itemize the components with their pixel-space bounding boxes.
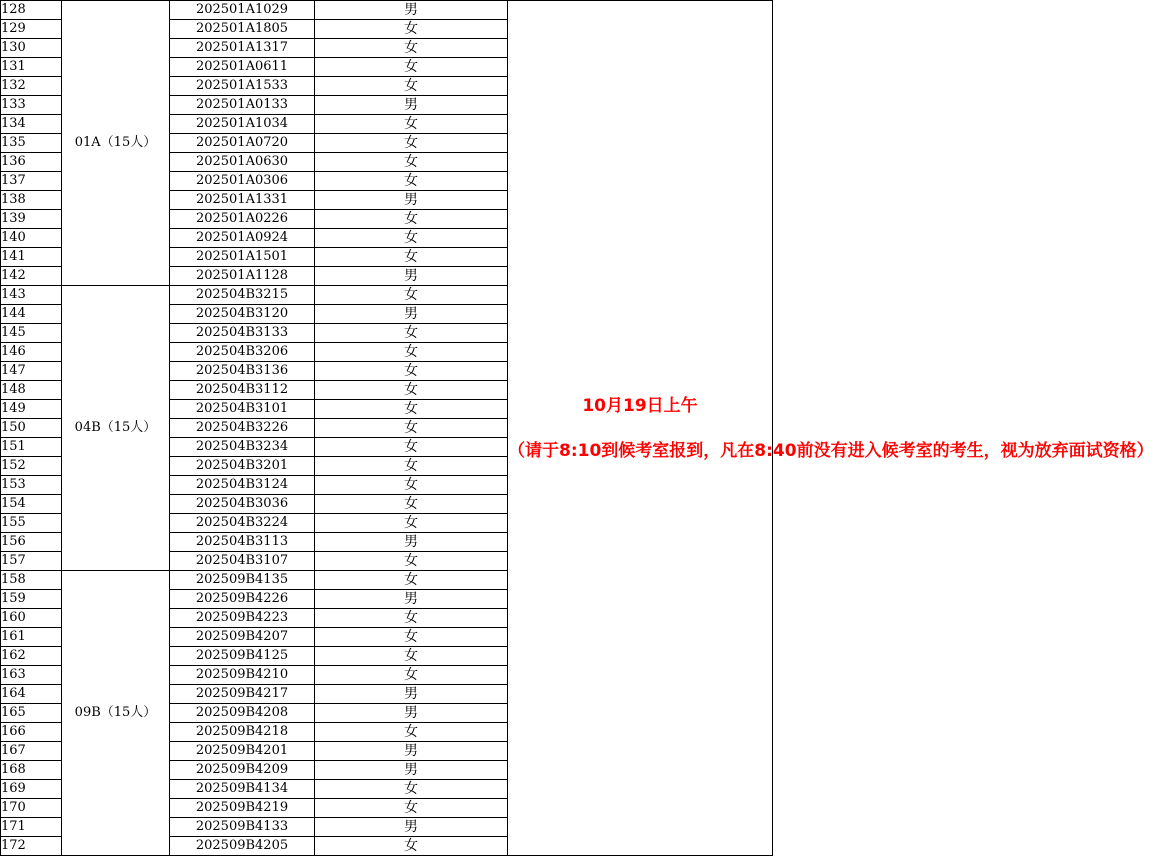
- candidate-id: 202501A0611: [170, 58, 315, 77]
- candidate-gender: 女: [315, 343, 508, 362]
- candidate-gender: 女: [315, 666, 508, 685]
- candidate-id: 202501A0630: [170, 153, 315, 172]
- row-number: 151: [1, 438, 62, 457]
- row-number: 141: [1, 248, 62, 267]
- candidate-id: 202504B3133: [170, 324, 315, 343]
- candidate-id: 202509B4209: [170, 761, 315, 780]
- candidate-gender: 女: [315, 362, 508, 381]
- candidate-id: 202501A1533: [170, 77, 315, 96]
- candidate-gender: 男: [315, 685, 508, 704]
- candidate-id: 202509B4134: [170, 780, 315, 799]
- row-number: 172: [1, 837, 62, 856]
- row-number: 131: [1, 58, 62, 77]
- candidate-id: 202501A1034: [170, 115, 315, 134]
- row-number: 158: [1, 571, 62, 590]
- candidate-gender: 女: [315, 153, 508, 172]
- candidate-id: 202504B3234: [170, 438, 315, 457]
- row-number: 134: [1, 115, 62, 134]
- candidate-gender: 男: [315, 1, 508, 20]
- candidate-id: 202504B3101: [170, 400, 315, 419]
- candidate-id: 202501A1029: [170, 1, 315, 20]
- row-number: 132: [1, 77, 62, 96]
- candidate-gender: 男: [315, 590, 508, 609]
- candidate-gender: 女: [315, 837, 508, 856]
- candidate-gender: 女: [315, 172, 508, 191]
- row-number: 162: [1, 647, 62, 666]
- candidate-id: 202504B3136: [170, 362, 315, 381]
- candidate-id: 202509B4205: [170, 837, 315, 856]
- row-number: 171: [1, 818, 62, 837]
- candidate-id: 202509B4219: [170, 799, 315, 818]
- candidate-gender: 女: [315, 134, 508, 153]
- candidate-id: 202509B4201: [170, 742, 315, 761]
- candidate-id: 202509B4207: [170, 628, 315, 647]
- candidate-id: 202504B3036: [170, 495, 315, 514]
- candidate-gender: 女: [315, 628, 508, 647]
- schedule-note: [508, 1, 1154, 856]
- row-number: 145: [1, 324, 62, 343]
- candidate-gender: 女: [315, 58, 508, 77]
- candidate-id: 202504B3112: [170, 381, 315, 400]
- row-number: 140: [1, 229, 62, 248]
- row-number: 150: [1, 419, 62, 438]
- candidate-id: 202509B4223: [170, 609, 315, 628]
- candidate-id: 202501A0924: [170, 229, 315, 248]
- row-number: 144: [1, 305, 62, 324]
- candidate-gender: 女: [315, 457, 508, 476]
- row-number: 130: [1, 39, 62, 58]
- candidate-gender: 女: [315, 210, 508, 229]
- row-number: 168: [1, 761, 62, 780]
- candidate-id: 202504B3224: [170, 514, 315, 533]
- candidate-gender: 女: [315, 324, 508, 343]
- row-number: 147: [1, 362, 62, 381]
- candidate-gender: 男: [315, 96, 508, 115]
- row-number: 170: [1, 799, 62, 818]
- candidate-id: 202509B4210: [170, 666, 315, 685]
- candidate-gender: 女: [315, 381, 508, 400]
- row-number: 138: [1, 191, 62, 210]
- candidate-gender: 女: [315, 495, 508, 514]
- candidate-gender: 女: [315, 609, 508, 628]
- row-number: 149: [1, 400, 62, 419]
- row-number: 143: [1, 286, 62, 305]
- schedule-instructions: （请于8:10到候考室报到，凡在8:40前没有进入候考室的考生，视为放弃面试资格）: [508, 440, 1154, 461]
- candidate-id: 202509B4226: [170, 590, 315, 609]
- candidate-gender: 男: [315, 742, 508, 761]
- row-number: 169: [1, 780, 62, 799]
- row-number: 128: [1, 1, 62, 20]
- candidate-id: 202504B3226: [170, 419, 315, 438]
- candidate-id: 202501A1501: [170, 248, 315, 267]
- row-number: 163: [1, 666, 62, 685]
- candidate-gender: 女: [315, 77, 508, 96]
- candidate-id: 202504B3201: [170, 457, 315, 476]
- row-number: 157: [1, 552, 62, 571]
- candidate-id: 202509B4208: [170, 704, 315, 723]
- table-row: [1, 1, 773, 20]
- candidate-id: 202501A0720: [170, 134, 315, 153]
- candidate-gender: 女: [315, 286, 508, 305]
- candidate-gender: 女: [315, 20, 508, 39]
- row-number: 133: [1, 96, 62, 115]
- group-label: 04B（15人）: [62, 286, 170, 571]
- candidate-id: 202501A0226: [170, 210, 315, 229]
- row-number: 155: [1, 514, 62, 533]
- row-number: 148: [1, 381, 62, 400]
- row-number: 159: [1, 590, 62, 609]
- row-number: 154: [1, 495, 62, 514]
- group-label: 01A（15人）: [62, 1, 170, 286]
- candidate-gender: 女: [315, 438, 508, 457]
- candidate-gender: 女: [315, 723, 508, 742]
- candidate-table-body: [1, 1, 1154, 856]
- row-number: 135: [1, 134, 62, 153]
- candidate-id: 202509B4135: [170, 571, 315, 590]
- candidate-id: 202501A1317: [170, 39, 315, 58]
- row-number: 156: [1, 533, 62, 552]
- candidate-gender: 女: [315, 647, 508, 666]
- candidate-gender: 男: [315, 533, 508, 552]
- candidate-gender: 女: [315, 248, 508, 267]
- candidate-id: 202504B3120: [170, 305, 315, 324]
- candidate-gender: 女: [315, 400, 508, 419]
- row-number: 164: [1, 685, 62, 704]
- candidate-id: 202501A1805: [170, 20, 315, 39]
- candidate-id: 202509B4218: [170, 723, 315, 742]
- candidate-id: 202501A1128: [170, 267, 315, 286]
- candidate-id: 202501A0133: [170, 96, 315, 115]
- candidate-id: 202509B4133: [170, 818, 315, 837]
- candidate-id: 202501A0306: [170, 172, 315, 191]
- row-number: 129: [1, 20, 62, 39]
- candidate-id: 202509B4125: [170, 647, 315, 666]
- candidate-gender: 女: [315, 476, 508, 495]
- row-number: 136: [1, 153, 62, 172]
- candidate-id: 202504B3124: [170, 476, 315, 495]
- candidate-gender: 男: [315, 267, 508, 286]
- candidate-gender: 女: [315, 780, 508, 799]
- row-number: 161: [1, 628, 62, 647]
- candidate-gender: 男: [315, 818, 508, 837]
- candidate-id: 202501A1331: [170, 191, 315, 210]
- candidate-gender: 女: [315, 571, 508, 590]
- row-number: 167: [1, 742, 62, 761]
- candidate-gender: 男: [315, 761, 508, 780]
- candidate-gender: 女: [315, 514, 508, 533]
- candidate-id: 202504B3206: [170, 343, 315, 362]
- row-number: 153: [1, 476, 62, 495]
- candidate-gender: 女: [315, 39, 508, 58]
- candidate-gender: 女: [315, 419, 508, 438]
- candidate-id: 202504B3113: [170, 533, 315, 552]
- row-number: 165: [1, 704, 62, 723]
- row-number: 152: [1, 457, 62, 476]
- candidate-gender: 男: [315, 305, 508, 324]
- row-number: 166: [1, 723, 62, 742]
- group-label: 09B（15人）: [62, 571, 170, 856]
- row-number: 160: [1, 609, 62, 628]
- candidate-gender: 男: [315, 704, 508, 723]
- candidate-id: 202509B4217: [170, 685, 315, 704]
- candidate-gender: 女: [315, 115, 508, 134]
- candidate-gender: 男: [315, 191, 508, 210]
- row-number: 146: [1, 343, 62, 362]
- schedule-time: 10月19日上午: [582, 395, 698, 416]
- row-number: 142: [1, 267, 62, 286]
- candidate-gender: 女: [315, 229, 508, 248]
- candidate-id: 202504B3107: [170, 552, 315, 571]
- candidate-gender: 女: [315, 799, 508, 818]
- row-number: 137: [1, 172, 62, 191]
- candidate-gender: 女: [315, 552, 508, 571]
- row-number: 139: [1, 210, 62, 229]
- candidate-id: 202504B3215: [170, 286, 315, 305]
